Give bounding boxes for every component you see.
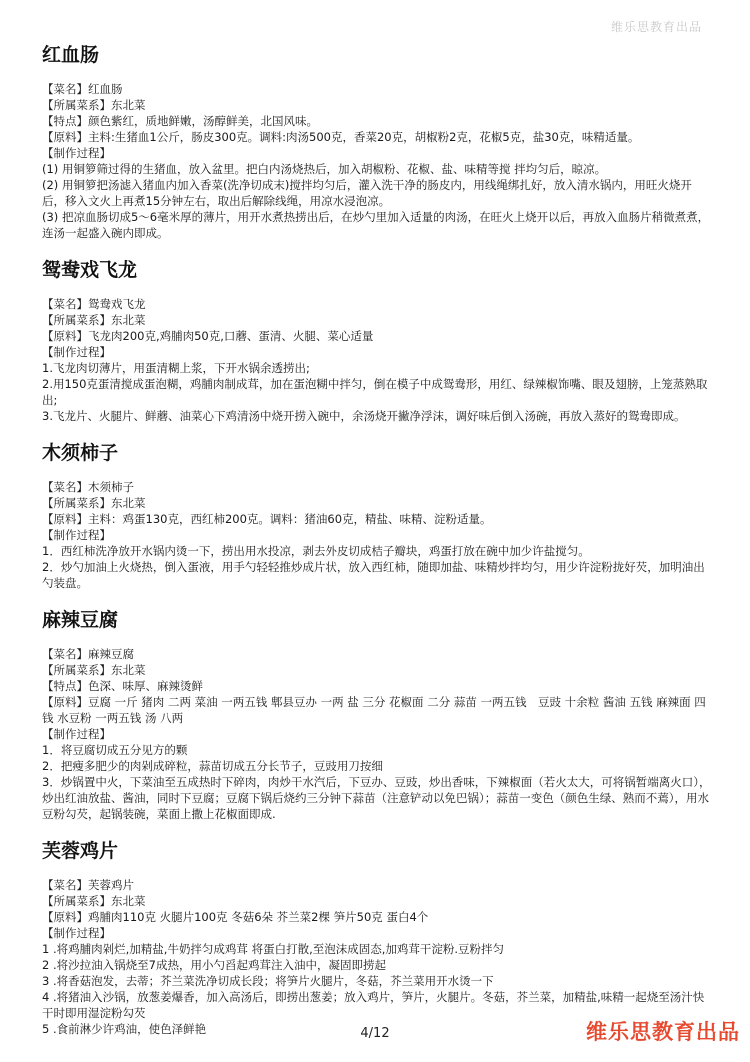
recipe-name-line: 【菜名】芙蓉鸡片 (42, 878, 134, 892)
recipe-name-line: 【菜名】木须柿子 (42, 480, 134, 494)
header-watermark: 维乐思教育出品 (610, 20, 702, 34)
recipe-ingredients-line: 【原料】主料：鸡蛋130克，西红柿200克。调料：猪油60克，精盐、味精、淀粉适量。 (42, 512, 492, 526)
recipe-cuisine-line: 【所属菜系】东北菜 (42, 98, 146, 112)
recipe-ingredients-line: 【原料】鸡脯肉110克 火腿片100克 冬菇6朵 芥兰菜2棵 笋片50克 蛋白4个 (42, 910, 429, 924)
recipe-process-heading: 【制作过程】 (42, 727, 111, 741)
recipe-step: 1.飞龙肉切薄片，用蛋清糊上浆，下开水锅余透捞出; (42, 361, 310, 375)
recipe-step: 4 .将猪油入沙锅，放葱姜爆香，加入高汤后，即捞出葱姜；放入鸡片，笋片，火腿片。冬菇，芥兰菜，加精盐,味精一起烧至汤汁快干时即用湿淀粉勾芡 (42, 990, 705, 1020)
recipe-step: 2．把瘦多肥少的肉剁成碎粒，蒜苗切成五分长节子，豆豉用刀按细 (42, 759, 383, 773)
recipe-section (42, 836, 714, 1037)
recipe-cuisine-line: 【所属菜系】东北菜 (42, 496, 146, 510)
recipe-section (42, 255, 714, 424)
recipe-title: 麻辣豆腐 (42, 609, 119, 631)
recipe-step: (1) 用铜箩筛过得的生猪血，放入盆里。把白内汤烧热后，加入胡椒粉、花椒、盐、味精等搅 拌均匀后，晾凉。 (42, 162, 607, 176)
recipe-name-line: 【菜名】红血肠 (42, 82, 123, 96)
recipe-step: 1．西红柿洗净放开水锅内烫一下，捞出用水投凉，剥去外皮切成桔子瓣块，鸡蛋打放在碗中加少许盐搅匀。 (42, 544, 590, 558)
recipe-step: 2 .将沙拉油入锅烧至7成热，用小勺舀起鸡茸注入油中，凝固即捞起 (42, 958, 386, 972)
recipe-step: 3 .将香菇泡发，去蒂；芥兰菜洗净切成长段；将笋片火腿片，冬菇，芥兰菜用开水烫一下 (42, 974, 494, 988)
recipe-step: 1 .将鸡脯肉剁烂,加精盐,牛奶拌匀成鸡茸 将蛋白打散,至泡沫成固态,加鸡茸干淀粉.豆粉拌匀 (42, 942, 505, 956)
recipe-step: 2．炒勺加油上火烧热，倒入蛋液，用手勺轻轻推炒成片状，放入西红柿，随即加盐、味精炒拌均匀，用少许淀粉拢好芡，加明油出勺装盘。 (42, 560, 705, 590)
recipe-feature-line: 【特点】颜色紫红，质地鲜嫩，汤醇鲜美，北国风味。 (42, 114, 318, 128)
recipe-process-heading: 【制作过程】 (42, 528, 111, 542)
recipe-ingredients-line: 【原料】飞龙肉200克,鸡脯肉50克,口蘑、蛋清、火腿、菜心适量 (42, 329, 374, 343)
recipe-cuisine-line: 【所属菜系】东北菜 (42, 894, 146, 908)
footer-watermark: 维乐思教育出品 (586, 1020, 740, 1044)
page-number: 4/12 (360, 1026, 390, 1041)
recipe-process-heading: 【制作过程】 (42, 345, 111, 359)
recipe-step: 3.飞龙片、火腿片、鲜蘑、油菜心下鸡清汤中烧开捞入碗中，余汤烧开撇净浮沫，调好味后倒入汤碗，再放入蒸好的鸳鸯即成。 (42, 409, 686, 423)
recipe-step: 1．将豆腐切成五分见方的颗 (42, 743, 188, 757)
recipe-step: 2.用150克蛋清搅成蛋泡糊，鸡脯肉制成茸，加在蛋泡糊中拌匀，倒在模子中成鸳鸯形，用红、绿辣椒饰嘴、眼及翅膀，上笼蒸熟取出; (42, 377, 708, 407)
recipe-section (42, 605, 714, 822)
recipe-title: 木须柿子 (42, 442, 119, 464)
recipe-step: 3．炒锅置中火，下菜油至五成热时下碎肉，肉炒干水汽后，下豆办、豆豉，炒出香味，下辣椒面（若火太大，可将锅暂端离火口），炒出红油放盐、酱油，同时下豆腐；豆腐下锅后烧约三分钟下蒜苗（注意铲动以免巴锅）；蒜苗一变色（颜色生绿、熟而不蔫），用水豆粉勾芡，起锅装碗，菜面上撒上花椒面即成. (42, 775, 711, 821)
recipe-cuisine-line: 【所属菜系】东北菜 (42, 313, 146, 327)
recipe-section (42, 40, 714, 241)
recipe-feature-line: 【特点】色深、味厚、麻辣烫鲜 (42, 679, 203, 693)
recipe-process-heading: 【制作过程】 (42, 926, 111, 940)
recipe-process-heading: 【制作过程】 (42, 146, 111, 160)
recipe-step: (2) 用铜箩把汤滤入猪血内加入香菜(洗净切成末)搅拌均匀后，灌入洗干净的肠皮内，用线绳绑扎好，放入清水锅内，用旺火烧开后，移入文火上再煮15分钟左右，取出后解除线绳，用凉水浸泡凉。 (42, 178, 692, 208)
recipe-title: 鸳鸯戏飞龙 (42, 259, 138, 281)
document-body (42, 40, 714, 1051)
recipe-name-line: 【菜名】鸳鸯戏飞龙 (42, 297, 146, 311)
recipe-section (42, 438, 714, 591)
recipe-title: 芙蓉鸡片 (42, 840, 119, 862)
recipe-title: 红血肠 (42, 44, 100, 66)
recipe-cuisine-line: 【所属菜系】东北菜 (42, 663, 146, 677)
recipe-name-line: 【菜名】麻辣豆腐 (42, 647, 134, 661)
recipe-ingredients-line: 【原料】豆腐 一斤 猪肉 二两 菜油 一两五钱 郫县豆办 一两 盐 三分 花椒面 二分 蒜苗 一两五钱 豆豉 十余粒 酱油 五钱 麻辣面 四钱 水豆粉 一两五钱 汤 八两 (42, 695, 706, 725)
recipe-step: 5 .食前淋少许鸡油，使色泽鲜艳 (42, 1022, 207, 1036)
recipe-step: (3) 把凉血肠切成5～6毫米厚的薄片，用开水煮热捞出后，在炒勺里加入适量的肉汤，在旺火上烧开以后，再放入血肠片稍微煮煮，连汤一起盛入碗内即成。 (42, 210, 710, 240)
recipe-ingredients-line: 【原料】主料:生猪血1公斤，肠皮300克。调料:肉汤500克，香菜20克，胡椒粉2克，花椒5克，盐30克，味精适量。 (42, 130, 640, 144)
